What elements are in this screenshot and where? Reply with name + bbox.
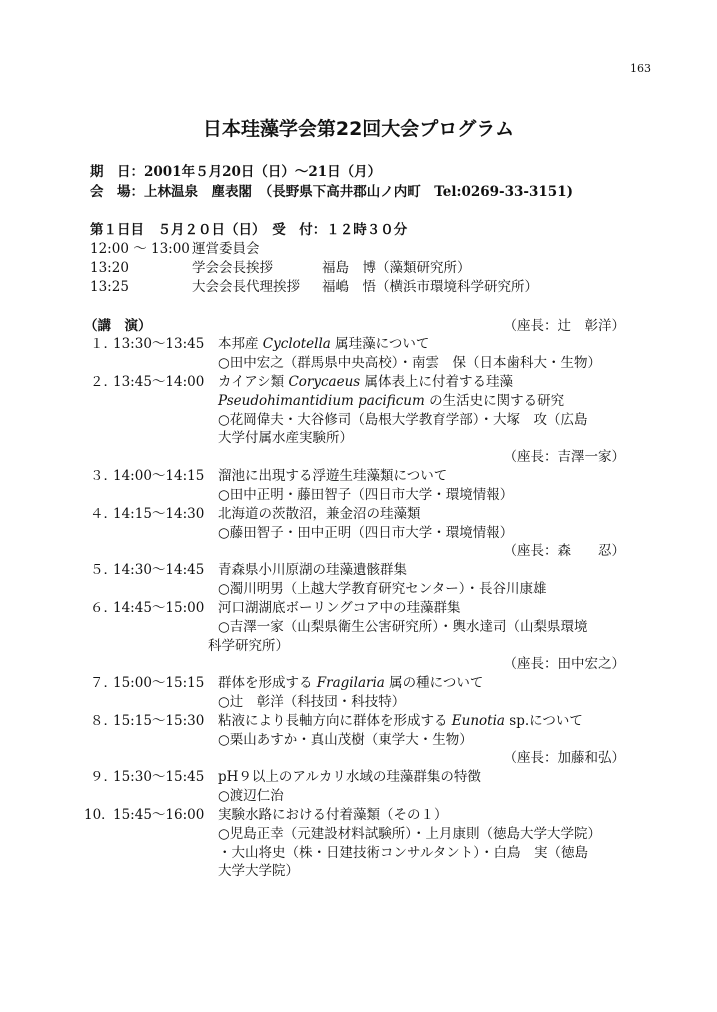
lecture-time: 14:30～14:45 xyxy=(113,562,205,578)
lecture-title: カイアシ類 Corycaeus 属体表上に付着する珪藻 xyxy=(218,374,514,390)
lecture-detail: Pseudohimantidium pacificum の生活史に関する研究 xyxy=(218,392,565,409)
lecture-time: 15:30～15:45 xyxy=(113,769,205,785)
lecture-detail: ○栗山あすか・真山茂樹（東学大・生物） xyxy=(218,731,473,748)
schedule-time: 12:00 ～ 13:00 xyxy=(90,241,190,257)
lecture-time: 15:15～15:30 xyxy=(113,713,205,729)
schedule-person: 福島 博（藻類研究所） xyxy=(322,260,471,276)
lecture-title: 粘液により長軸方向に群体を形成する Eunotia sp.について xyxy=(218,713,583,729)
schedule-event: 大会会長代理挨拶 xyxy=(192,279,300,295)
lecture-title: 北海道の茨散沼，兼金沼の珪藻類 xyxy=(218,506,421,522)
lecture-detail: ・大山将史（株・日建技術コンサルタント）・白鳥 実（徳島 xyxy=(218,844,589,861)
dates-line: 期 日：2001年５月20日（日）～21日（月） xyxy=(90,164,382,180)
lecture-detail: ○辻 彰洋（科技団・科技特） xyxy=(218,693,406,710)
day1-heading: 第１日目 ５月２０日（日） 受 付：１２時３０分 xyxy=(90,222,408,238)
lecture-detail: ○児島正幸（元建設材料試験所）・上月康則（徳島大学大学院） xyxy=(218,825,602,842)
lecture-number: ６． xyxy=(90,600,117,616)
lecture-time: 14:45～15:00 xyxy=(113,600,205,616)
lecture-time: 14:15～14:30 xyxy=(113,506,205,522)
lecture-title: 本邦産 Cyclotella 属珪藻について xyxy=(218,336,430,352)
lecture-number: ３． xyxy=(90,468,117,484)
venue-line: 会 場：上林温泉 塵表閣 （長野県下高井郡山ノ内町 Tel:0269-33-3151) xyxy=(90,184,573,200)
lecture-number: 10． xyxy=(84,807,115,823)
schedule-event: 運営委員会 xyxy=(192,241,260,257)
lecture-time: 13:30～13:45 xyxy=(113,336,205,352)
lecture-time: 15:00～15:15 xyxy=(113,675,205,691)
lecture-number: ９． xyxy=(90,769,117,785)
lecture-title: 溜池に出現する浮遊生珪藻類について xyxy=(218,468,448,484)
schedule-time: 13:20 xyxy=(90,260,129,276)
page-title: 日本珪藻学会第22回大会プログラム xyxy=(202,118,515,140)
lecture-number: ５． xyxy=(90,562,117,578)
chair-label: （座長：森 忍） xyxy=(503,543,625,559)
lecture-detail: 大学大学院） xyxy=(218,863,299,880)
lecture-title: 河口湖湖底ボーリングコア中の珪藻群集 xyxy=(218,600,461,616)
lecture-title: 群体を形成する Fragilaria 属の種について xyxy=(218,675,484,691)
lecture-title: pH９以上のアルカリ水域の珪藻群集の特徴 xyxy=(218,769,481,785)
lecture-detail: ○花岡偉夫・大谷修司（島根大学教育学部）・大塚 攻（広島 xyxy=(218,411,588,428)
lecture-detail: ○渡辺仁治 xyxy=(218,787,284,804)
chair-label: （座長：吉澤一家） xyxy=(503,449,625,465)
schedule-person: 福嶋 悟（横浜市環境科学研究所） xyxy=(322,279,538,295)
lectures-heading: （講 演） xyxy=(84,318,152,334)
lecture-number: ８． xyxy=(90,713,117,729)
lecture-number: ７． xyxy=(90,675,117,691)
chair-label: （座長：田中宏之） xyxy=(503,656,625,672)
lecture-detail: ○田中宏之（群馬県中央高校）・南雲 保（日本歯科大・生物） xyxy=(218,354,602,371)
lecture-detail: ○濁川明男（上越大学教育研究センター）・長谷川康雄 xyxy=(218,580,547,597)
schedule-time: 13:25 xyxy=(90,279,129,295)
lecture-number: ４． xyxy=(90,506,117,522)
lecture-detail: 大学付属水産実験所） xyxy=(218,430,353,447)
lecture-time: 14:00～14:15 xyxy=(113,468,205,484)
lecture-number: ２． xyxy=(90,374,117,390)
lecture-time: 13:45～14:00 xyxy=(113,374,205,390)
lecture-detail: 科学研究所） xyxy=(208,637,289,654)
lecture-detail: ○田中正明・藤田智子（四日市大学・環境情報） xyxy=(218,486,514,503)
lecture-detail: ○吉澤一家（山梨県衛生公害研究所）・輿水達司（山梨県環境 xyxy=(218,618,588,635)
lecture-title: 青森県小川原湖の珪藻遺骸群集 xyxy=(218,562,407,578)
lecture-time: 15:45～16:00 xyxy=(113,807,205,823)
lecture-number: １． xyxy=(90,336,117,352)
chair-label: （座長：辻 彰洋） xyxy=(503,318,625,334)
schedule-event: 学会会長挨拶 xyxy=(192,260,273,276)
lecture-title: 実験水路における付着藻類（その１） xyxy=(218,807,448,823)
chair-label: （座長：加藤和弘） xyxy=(503,750,625,766)
page-number: 163 xyxy=(630,62,651,75)
lecture-detail: ○藤田智子・田中正明（四日市大学・環境情報） xyxy=(218,524,514,541)
